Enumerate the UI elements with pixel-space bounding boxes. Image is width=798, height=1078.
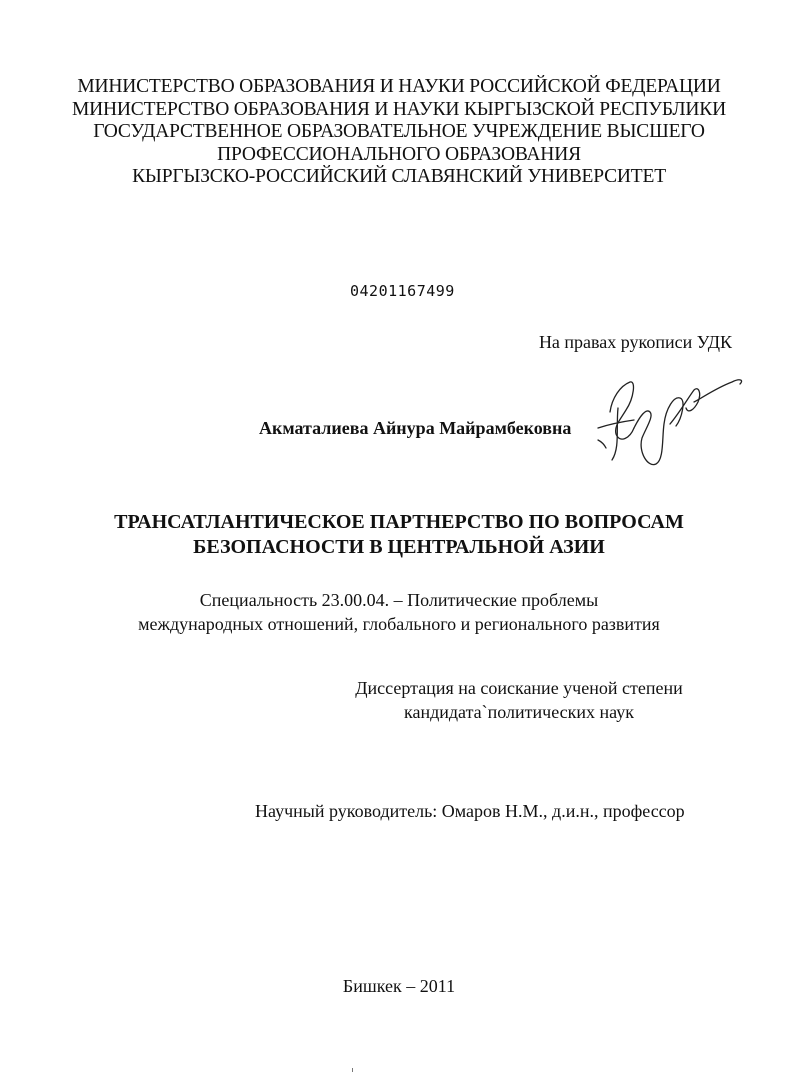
specialty-line: Специальность 23.00.04. – Политические проблемы bbox=[199, 590, 599, 610]
title-line: ТРАНСАТЛАНТИЧЕСКОЕ ПАРТНЕРСТВО ПО ВОПРОСАМ bbox=[114, 511, 684, 533]
header-line: ГОСУДАРСТВЕННОЕ ОБРАЗОВАТЕЛЬНОЕ УЧРЕЖДЕНИЕ ВЫСШЕГО bbox=[93, 121, 705, 142]
document-code: 04201167499 bbox=[350, 282, 455, 300]
degree-statement bbox=[120, 676, 798, 724]
rights-notice: На правах рукописи УДК bbox=[538, 332, 732, 352]
header-line: МИНИСТЕРСТВО ОБРАЗОВАНИЯ И НАУКИ КЫРГЫЗСКОЙ РЕСПУБЛИКИ bbox=[72, 98, 726, 120]
specialty bbox=[0, 588, 798, 636]
scan-mark bbox=[352, 1068, 353, 1072]
dissertation-title bbox=[0, 510, 798, 560]
degree-line: Диссертация на соискание ученой степени bbox=[355, 678, 683, 698]
header-line: ПРОФЕССИОНАЛЬНОГО ОБРАЗОВАНИЯ bbox=[217, 143, 581, 165]
city-year: Бишкек – 2011 bbox=[342, 976, 456, 996]
header-line: КЫРГЫЗСКО-РОССИЙСКИЙ СЛАВЯНСКИЙ УНИВЕРСИТЕТ bbox=[132, 166, 666, 187]
title-line: БЕЗОПАСНОСТИ В ЦЕНТРАЛЬНОЙ АЗИИ bbox=[193, 536, 605, 558]
degree-line: кандидата`политических наук bbox=[404, 702, 634, 722]
signature-image bbox=[590, 368, 750, 478]
author-name: Акматалиева Айнура Майрамбековна bbox=[259, 418, 572, 438]
header-line: МИНИСТЕРСТВО ОБРАЗОВАНИЯ И НАУКИ РОССИЙСКОЙ ФЕДЕРАЦИИ bbox=[77, 76, 721, 97]
ministry-header bbox=[0, 76, 798, 189]
supervisor: Научный руководитель: Омаров Н.М., д.и.н., профессор bbox=[255, 801, 685, 821]
specialty-line: международных отношений, глобального и регионального развития bbox=[138, 614, 660, 634]
